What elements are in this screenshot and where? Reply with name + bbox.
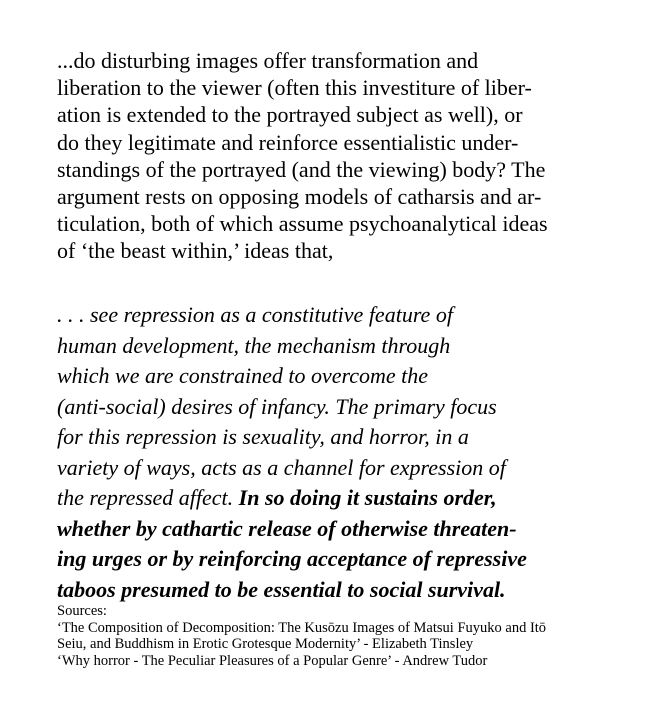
text-line: ...do disturbing images offer transformation and bbox=[57, 48, 479, 73]
text-line: do they legitimate and reinforce essentialistic under- bbox=[57, 129, 519, 155]
text-line: ation is extended to the portrayed subject as well), or bbox=[57, 102, 523, 128]
quote-line: for this repression is sexuality, and horror, in a bbox=[57, 424, 469, 449]
quote-bold-line: taboos presumed to be essential to social survival. bbox=[57, 576, 506, 602]
quote-line: human development, the mechanism through bbox=[57, 332, 451, 358]
text-line: ticulation, both of which assume psychoanalytical ideas bbox=[57, 211, 548, 237]
quote-plain-segment: the repressed affect. bbox=[57, 485, 239, 510]
quote-line: . . . see repression as a constitutive feature of bbox=[57, 302, 453, 327]
source-line: Seiu, and Buddhism in Erotic Grotesque Modernity’ - Elizabeth Tinsley bbox=[57, 636, 474, 652]
sources-heading: Sources: bbox=[57, 603, 107, 619]
quote-line: variety of ways, acts as a channel for expression of bbox=[57, 454, 506, 480]
sources bbox=[57, 603, 546, 669]
quote-line: (anti-social) desires of infancy. The primary focus bbox=[57, 393, 497, 419]
quote-line-mixed bbox=[57, 483, 527, 514]
text-line: liberation to the viewer (often this investiture of liber- bbox=[57, 75, 532, 101]
source-line: ‘The Composition of Decomposition: The Kusōzu Images of Matsui Fuyuko and Itō bbox=[57, 619, 547, 636]
text-line: of ‘the beast within,’ ideas that, bbox=[57, 238, 334, 264]
quote-line: which we are constrained to overcome the bbox=[57, 363, 429, 388]
intro-paragraph bbox=[57, 47, 548, 265]
quote-bold-line: ing urges or by reinforcing acceptance of repressive bbox=[57, 546, 527, 571]
quote-bold-line: whether by cathartic release of otherwise threaten- bbox=[57, 515, 517, 541]
quote-bold-segment: In so doing it sustains order, bbox=[238, 485, 497, 510]
block-quote bbox=[57, 300, 527, 605]
source-line: ‘Why horror - The Peculiar Pleasures of a Popular Genre’ - Andrew Tudor bbox=[57, 652, 488, 669]
text-line: argument rests on opposing models of catharsis and ar- bbox=[57, 184, 542, 210]
text-line: standings of the portrayed (and the viewing) body? The bbox=[57, 156, 546, 182]
